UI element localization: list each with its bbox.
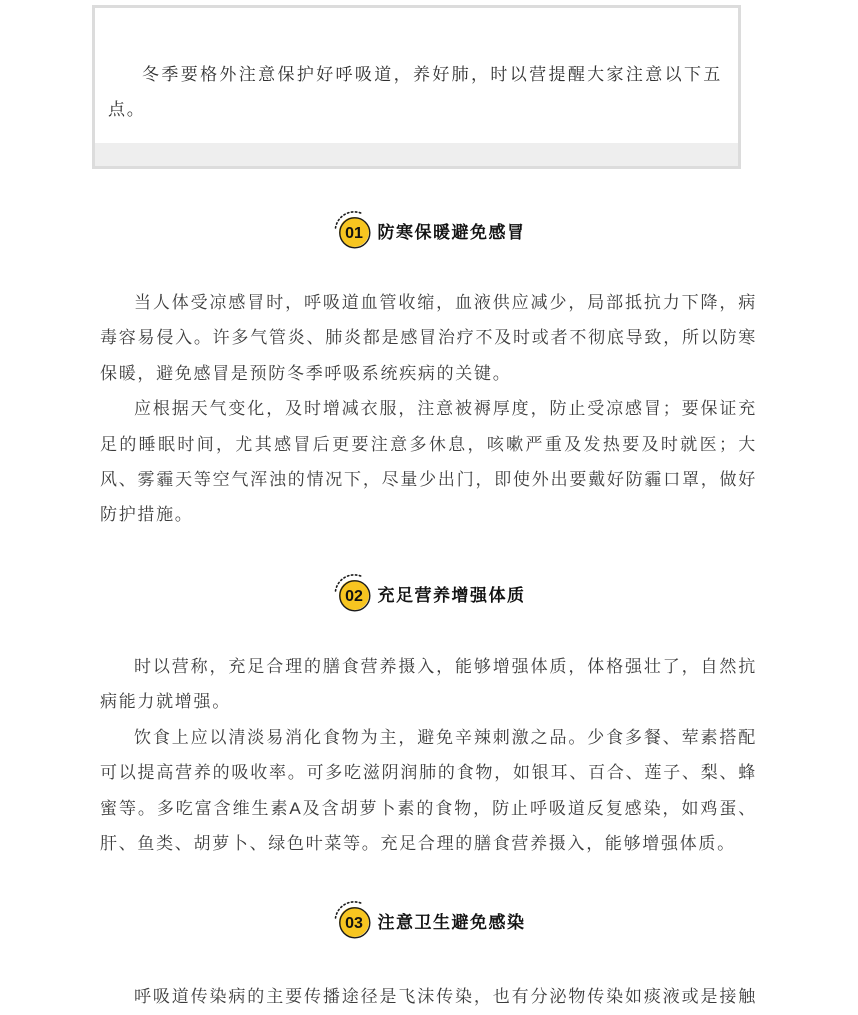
section-title: 注意卫生避免感染 bbox=[377, 912, 526, 932]
section-heading-01 bbox=[100, 209, 757, 251]
number-badge-icon bbox=[332, 572, 374, 614]
number-badge-icon bbox=[332, 209, 374, 251]
section-body-02 bbox=[100, 649, 757, 861]
section-heading-03 bbox=[100, 899, 757, 941]
intro-box bbox=[92, 5, 741, 169]
section-body-01 bbox=[100, 285, 757, 533]
intro-box-footer-band bbox=[95, 143, 738, 166]
section-heading-02 bbox=[100, 572, 757, 614]
paragraph: 当人体受凉感冒时，呼吸道血管收缩，血液供应减少，局部抵抗力下降，病毒容易侵入。许多气管炎、肺炎都是感冒治疗不及时或者不彻底导致，所以防寒保暖，避免感冒是预防冬季呼吸系统疾病的关键。 bbox=[100, 293, 757, 383]
section-number: 02 bbox=[344, 588, 363, 605]
section-title: 充足营养增强体质 bbox=[377, 585, 526, 605]
intro-text: 冬季要格外注意保护好呼吸道，养好肺，时以营提醒大家注意以下五点。 bbox=[108, 65, 722, 119]
section-number: 03 bbox=[344, 915, 363, 932]
paragraph: 时以营称，充足合理的膳食营养摄入，能够增强体质，体格强壮了，自然抗病能力就增强。 bbox=[100, 657, 757, 712]
number-badge-icon bbox=[332, 899, 374, 941]
section-body-03 bbox=[100, 979, 757, 1014]
section-title: 防寒保暖避免感冒 bbox=[377, 222, 526, 242]
paragraph: 应根据天气变化，及时增减衣服，注意被褥厚度，防止受凉感冒；要保证充足的睡眠时间，尤其感冒后更要注意多休息，咳嗽严重及发热要及时就医；大风、雾霾天等空气浑浊的情况下，尽量少出门，即使外出要戴好防霾口罩，做好防护措施。 bbox=[100, 399, 757, 525]
section-number: 01 bbox=[344, 225, 363, 242]
paragraph: 饮食上应以清淡易消化食物为主，避免辛辣刺激之品。少食多餐、荤素搭配可以提高营养的吸收率。可多吃滋阴润肺的食物，如银耳、百合、莲子、梨、蜂蜜等。多吃富含维生素A及含胡萝卜素的食物，防止呼吸道反复感染，如鸡蛋、肝、鱼类、胡萝卜、绿色叶菜等。充足合理的膳食营养摄入，能够增强体质。 bbox=[100, 727, 757, 854]
paragraph: 呼吸道传染病的主要传播途径是飞沫传染，也有分泌物传染如痰液或是接触 bbox=[134, 987, 757, 1006]
